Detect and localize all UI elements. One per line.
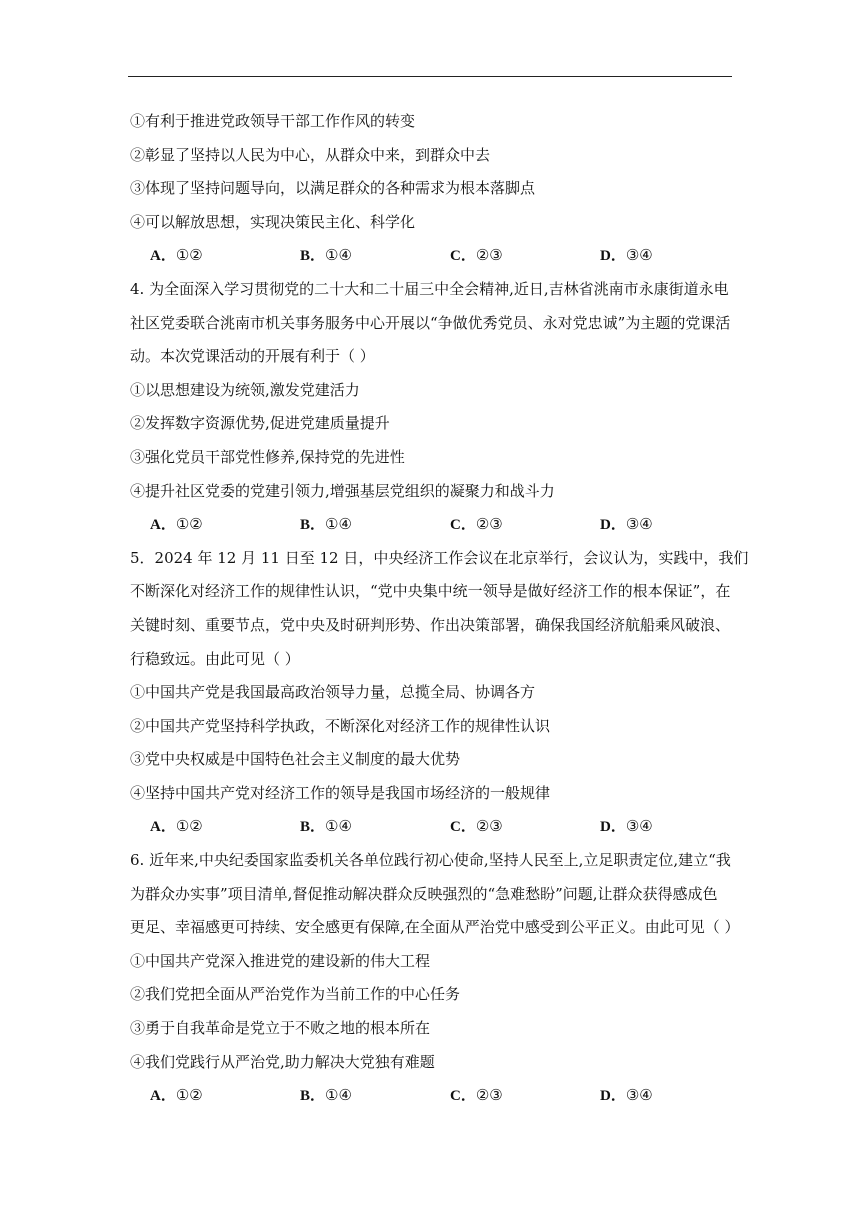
question-stem-line: 为群众办实事”项目清单,督促推动解决群众反映强烈的“急难愁盼”问题,让群众获得感成色 bbox=[130, 884, 718, 903]
question-6 bbox=[130, 844, 740, 1113]
option-d: D．③④ bbox=[600, 246, 653, 265]
option-d: D．③④ bbox=[600, 515, 653, 534]
question-stem-line: 6. 近年来,中央纪委国家监委机关各单位践行初心使命,坚持人民至上,立足职责定位,建立“我 bbox=[130, 851, 731, 870]
option-b: B．①④ bbox=[300, 817, 352, 836]
question-stem-line: 关键时刻、重要节点，党中央及时研判形势、作出决策部署，确保我国经济航船乘风破浪、 bbox=[130, 615, 731, 634]
choice-item: ③体现了坚持问题导向，以满足群众的各种需求为根本落脚点 bbox=[130, 179, 536, 198]
option-b: B．①④ bbox=[300, 515, 352, 534]
question-4 bbox=[130, 273, 735, 542]
choice-item: ③强化党员干部党性修养,保持党的先进性 bbox=[130, 447, 405, 466]
option-c: C．②③ bbox=[450, 515, 503, 534]
header-rule bbox=[128, 76, 732, 77]
option-b: B．①④ bbox=[300, 246, 352, 265]
question-stem-line: 5．2024 年 12 月 11 日至 12 日，中央经济工作会议在北京举行，会议认为，实践中，我们 bbox=[130, 548, 749, 567]
answer-options bbox=[130, 239, 735, 273]
choice-item: ②我们党把全面从严治党作为当前工作的中心任务 bbox=[130, 985, 461, 1004]
option-c: C．②③ bbox=[450, 246, 503, 265]
choice-item: ②中国共产党坚持科学执政，不断深化对经济工作的规律性认识 bbox=[130, 716, 551, 735]
choice-item: ①有利于推进党政领导干部工作作风的转变 bbox=[130, 112, 416, 130]
question-5 bbox=[130, 542, 749, 844]
option-d: D．③④ bbox=[600, 1086, 653, 1105]
question-stem-line: 社区党委联合洮南市机关事务服务中心开展以“争做优秀党员、永对党忠诚”为主题的党课活 bbox=[130, 313, 731, 332]
choice-item: ①以思想建设为统领,激发党建活力 bbox=[130, 380, 360, 399]
question-stem-line: 动。本次党课活动的开展有利于（ ） bbox=[130, 347, 375, 366]
answer-options bbox=[130, 810, 735, 844]
option-d: D．③④ bbox=[600, 817, 653, 836]
option-b: B．①④ bbox=[300, 1086, 352, 1105]
option-c: C．②③ bbox=[450, 1086, 503, 1105]
option-a: A．①② bbox=[150, 1086, 203, 1105]
question-stem-line: 行稳致远。由此可见（ ） bbox=[130, 649, 300, 668]
choice-item: ①中国共产党是我国最高政治领导力量，总揽全局、协调各方 bbox=[130, 683, 536, 702]
choice-item: ③党中央权威是中国特色社会主义制度的最大优势 bbox=[130, 750, 461, 769]
choice-item: ④可以解放思想，实现决策民主化、科学化 bbox=[130, 212, 416, 231]
option-a: A．①② bbox=[150, 515, 203, 534]
question-stem-line: 更足、幸福感更可持续、安全感更有保障,在全面从严治党中感受到公平正义。由此可见（ ） bbox=[130, 918, 740, 937]
choice-item: ④我们党践行从严治党,助力解决大党独有难题 bbox=[130, 1052, 435, 1071]
choice-item: ②发挥数字资源优势,促进党建质量提升 bbox=[130, 414, 390, 433]
option-c: C．②③ bbox=[450, 817, 503, 836]
answer-options bbox=[130, 1079, 735, 1113]
option-a: A．①② bbox=[150, 246, 203, 265]
document-body bbox=[130, 105, 749, 1113]
option-a: A．①② bbox=[150, 817, 203, 836]
choice-item: ④坚持中国共产党对经济工作的领导是我国市场经济的一般规律 bbox=[130, 783, 551, 802]
question-stem-line: 4. 为全面深入学习贯彻党的二十大和二十届三中全会精神,近日,吉林省洮南市永康街道永电 bbox=[130, 279, 729, 298]
choice-item: ①中国共产党深入推进党的建设新的伟大工程 bbox=[130, 951, 431, 970]
answer-options bbox=[130, 508, 735, 542]
choice-item: ③勇于自我革命是党立于不败之地的根本所在 bbox=[130, 1019, 431, 1038]
choice-item: ④提升社区党委的党建引领力,增强基层党组织的凝聚力和战斗力 bbox=[130, 481, 555, 500]
question-3-continued bbox=[130, 105, 735, 273]
question-stem-line: 不断深化对经济工作的规律性认识，“党中央集中统一领导是做好经济工作的根本保证”，在 bbox=[130, 582, 731, 601]
choice-item: ②彰显了坚持以人民为中心，从群众中来，到群众中去 bbox=[130, 145, 491, 164]
